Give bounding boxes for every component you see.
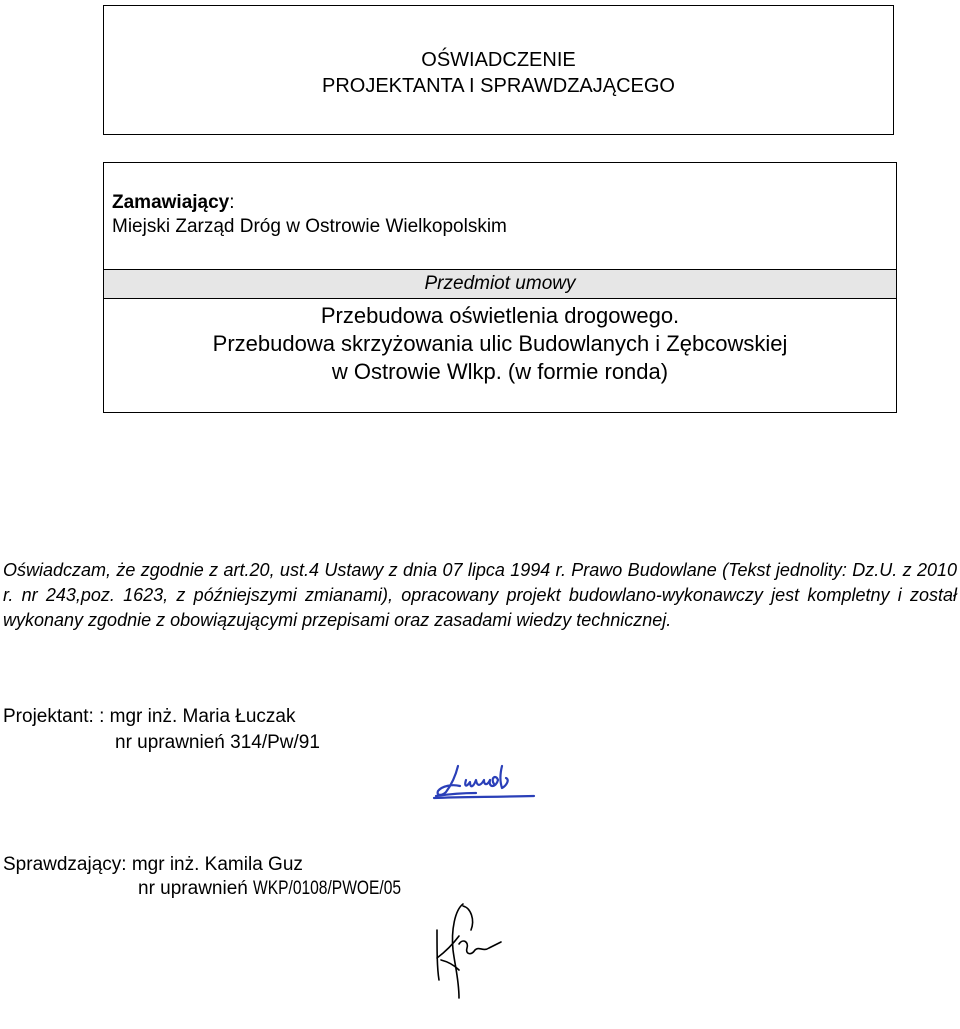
designer-license: nr uprawnień 314/Pw/91 xyxy=(115,732,320,753)
subject-line-2: Przebudowa skrzyżowania ulic Budowlanych i Zębcowskiej xyxy=(212,331,788,356)
checker-license-number: WKP/0108/PWOE/05 xyxy=(253,878,402,899)
subject-line-1: Przebudowa oświetlenia drogowego. xyxy=(320,303,680,328)
statement-paragraph: Oświadczam, że zgodnie z art.20, ust.4 Ustawy z dnia 07 lipca 1994 r. Prawo Budowlane (Tekst jednolity: Dz.U. z 2010 r. nr 243,poz. 1623, z późniejszymi zmianami), opracowany projekt budowlano-wykonawczy jest kompletny i został wykonany zgodnie z obowiązującymi przepisami oraz zasadami wiedzy technicznej. xyxy=(3,560,957,630)
subject-line-3: w Ostrowie Wlkp. (w formie ronda) xyxy=(331,359,669,384)
contract-info-box xyxy=(103,162,897,413)
subject-label: Przedmiot umowy xyxy=(424,273,576,294)
designer-signature xyxy=(430,760,540,807)
checker-license-prefix: nr uprawnień xyxy=(138,878,254,899)
designer-line: Projektant: : mgr inż. Maria Łuczak xyxy=(3,706,296,727)
designer-signature-drawing xyxy=(430,760,540,802)
checker-signature-drawing xyxy=(425,900,505,1005)
client-section xyxy=(104,163,896,269)
subject-description xyxy=(104,299,896,386)
document-subtitle: PROJEKTANTA I SPRAWDZAJĄCEGO xyxy=(321,75,675,97)
client-name: Miejski Zarząd Dróg w Ostrowie Wielkopolskim xyxy=(112,216,507,237)
client-label: Zamawiający xyxy=(112,192,230,213)
document-title-box xyxy=(103,5,894,135)
subject-label-bar xyxy=(104,269,896,299)
checker-signature xyxy=(425,900,505,1010)
document-title: OŚWIADCZENIE xyxy=(421,49,576,71)
checker-line: Sprawdzający: mgr inż. Kamila Guz xyxy=(3,854,303,875)
client-label-colon: : xyxy=(229,192,235,213)
checker-license xyxy=(138,877,434,901)
